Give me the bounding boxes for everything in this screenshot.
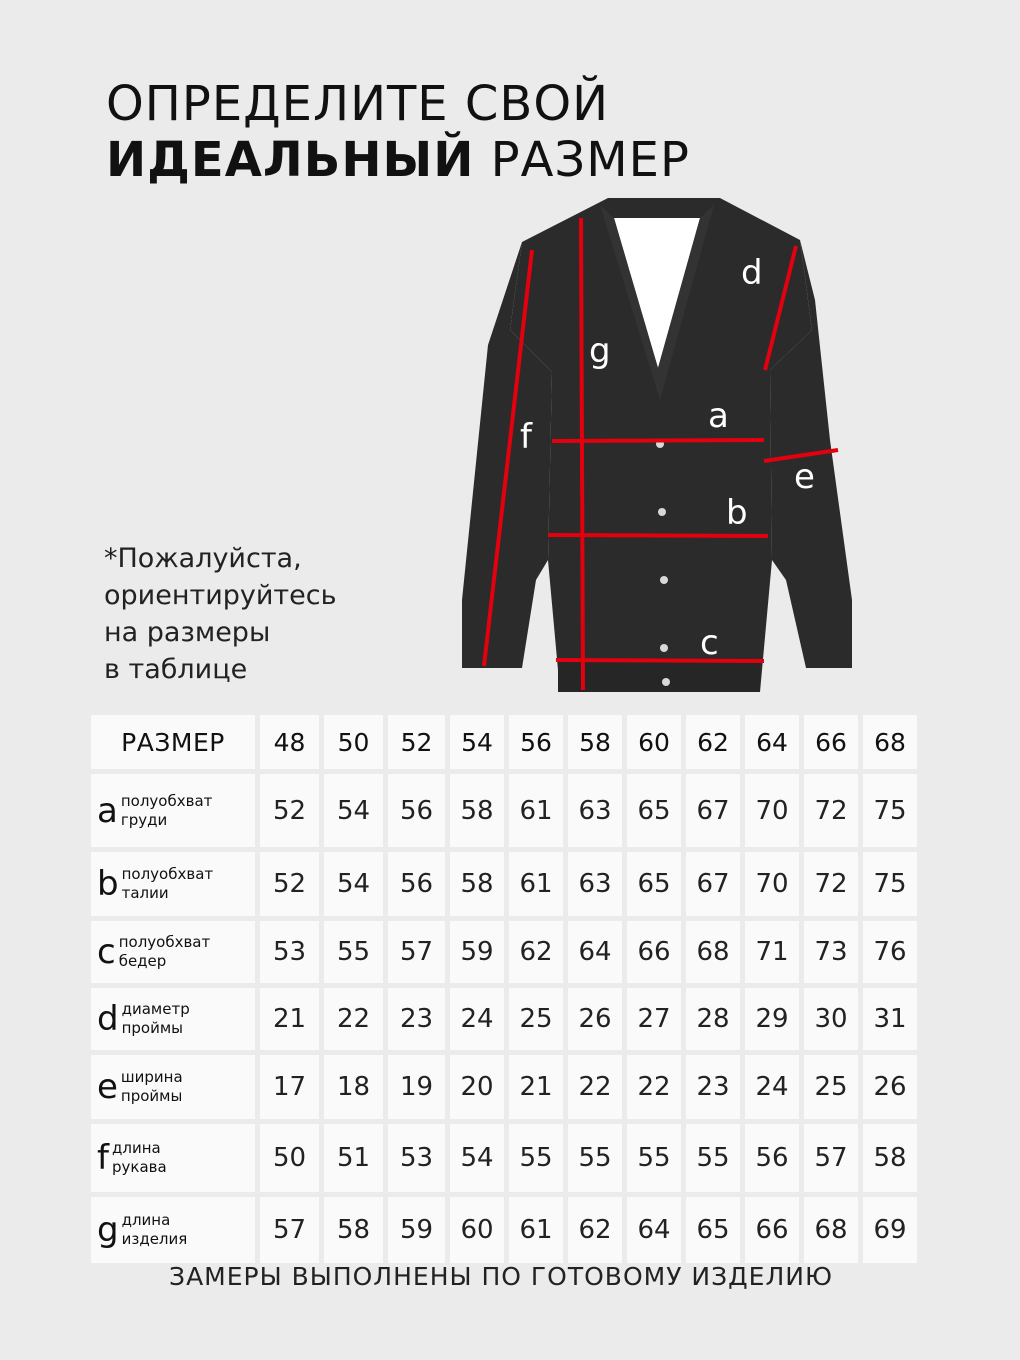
measurement-label-wrap — [97, 865, 255, 903]
label-b: b — [726, 493, 748, 533]
table-cell: 58 — [863, 1124, 917, 1192]
measurement-label — [91, 921, 255, 983]
table-cell: 67 — [686, 774, 740, 847]
table-cell: 26 — [863, 1055, 917, 1119]
table-cell: 52 — [260, 774, 319, 847]
cardigan-diagram — [440, 190, 880, 700]
page-title — [106, 76, 690, 188]
table-cell: 72 — [804, 774, 858, 847]
size-header: 50 — [324, 715, 383, 769]
size-header: 62 — [686, 715, 740, 769]
table-cell: 29 — [745, 988, 799, 1050]
measurement-label-wrap — [97, 933, 255, 971]
measurement-label — [91, 988, 255, 1050]
table-cell: 30 — [804, 988, 858, 1050]
table-cell: 60 — [450, 1197, 504, 1263]
table-cell: 55 — [509, 1124, 563, 1192]
table-cell: 72 — [804, 852, 858, 916]
size-header: 66 — [804, 715, 858, 769]
table-row — [91, 774, 917, 847]
table-cell: 64 — [627, 1197, 681, 1263]
table-cell: 76 — [863, 921, 917, 983]
table-cell: 66 — [745, 1197, 799, 1263]
table-cell: 62 — [509, 921, 563, 983]
measurement-label-wrap — [97, 1068, 255, 1106]
table-cell: 63 — [568, 774, 622, 847]
size-table — [86, 710, 922, 1268]
title-line-1: ОПРЕДЕЛИТЕ СВОЙ — [106, 76, 610, 132]
table-cell: 71 — [745, 921, 799, 983]
table-cell: 57 — [260, 1197, 319, 1263]
measurement-letter: c — [97, 932, 116, 972]
measurement-letter: g — [97, 1210, 119, 1250]
label-e: e — [794, 457, 815, 497]
table-cell: 62 — [568, 1197, 622, 1263]
table-cell: 58 — [324, 1197, 383, 1263]
table-cell: 28 — [686, 988, 740, 1050]
measurement-label — [91, 1197, 255, 1263]
size-header-label: РАЗМЕР — [91, 715, 255, 769]
table-cell: 22 — [568, 1055, 622, 1119]
measurement-label — [91, 1055, 255, 1119]
table-cell: 22 — [324, 988, 383, 1050]
table-cell: 59 — [388, 1197, 445, 1263]
table-row — [91, 988, 917, 1050]
size-header: 60 — [627, 715, 681, 769]
table-cell: 53 — [388, 1124, 445, 1192]
measurement-letter: d — [97, 999, 119, 1039]
measurement-description: длина изделия — [121, 1211, 188, 1248]
table-cell: 69 — [863, 1197, 917, 1263]
table-cell: 55 — [324, 921, 383, 983]
footer-note: ЗАМЕРЫ ВЫПОЛНЕНЫ ПО ГОТОВОМУ ИЗДЕЛИЮ — [169, 1262, 833, 1291]
table-cell: 51 — [324, 1124, 383, 1192]
table-row — [91, 1124, 917, 1192]
size-header: 56 — [509, 715, 563, 769]
measurement-description: полуобхват бедер — [118, 933, 211, 970]
measurement-letter: e — [97, 1067, 118, 1107]
title-line-2 — [106, 132, 690, 188]
table-cell: 23 — [388, 988, 445, 1050]
table-cell: 19 — [388, 1055, 445, 1119]
measurement-description: полуобхват груди — [120, 791, 213, 829]
button-2 — [658, 508, 666, 516]
table-cell: 56 — [388, 774, 445, 847]
table-cell: 52 — [260, 852, 319, 916]
table-cell: 57 — [804, 1124, 858, 1192]
table-cell: 54 — [324, 852, 383, 916]
table-cell: 58 — [450, 852, 504, 916]
size-note: *Пожалуйста, ориентируйтесь на размеры в таблице — [104, 543, 337, 685]
table-cell: 23 — [686, 1055, 740, 1119]
measurement-label — [91, 852, 255, 916]
table-cell: 68 — [686, 921, 740, 983]
label-f: f — [520, 417, 532, 457]
table-cell: 53 — [260, 921, 319, 983]
table-cell: 22 — [627, 1055, 681, 1119]
line-g — [581, 218, 583, 690]
measurement-description: ширина проймы — [120, 1068, 183, 1105]
size-header: 48 — [260, 715, 319, 769]
table-cell: 21 — [509, 1055, 563, 1119]
table-cell: 67 — [686, 852, 740, 916]
label-d: d — [741, 253, 763, 293]
table-cell: 55 — [627, 1124, 681, 1192]
line-c — [556, 660, 764, 661]
table-cell: 25 — [804, 1055, 858, 1119]
measurement-letter: b — [97, 864, 119, 904]
table-cell: 63 — [568, 852, 622, 916]
measurement-label — [91, 774, 255, 847]
table-cell: 61 — [509, 852, 563, 916]
table-cell: 57 — [388, 921, 445, 983]
table-cell: 24 — [450, 988, 504, 1050]
button-4 — [660, 644, 668, 652]
measurement-label-wrap — [97, 1139, 255, 1177]
size-header: 68 — [863, 715, 917, 769]
table-cell: 73 — [804, 921, 858, 983]
table-cell: 75 — [863, 852, 917, 916]
table-cell: 24 — [745, 1055, 799, 1119]
measurement-letter: a — [97, 790, 118, 831]
table-cell: 55 — [568, 1124, 622, 1192]
table-cell: 26 — [568, 988, 622, 1050]
measurement-label-wrap — [97, 1000, 255, 1038]
measurement-label — [91, 1124, 255, 1192]
size-header: 58 — [568, 715, 622, 769]
table-cell: 58 — [450, 774, 504, 847]
table-row — [91, 852, 917, 916]
table-cell: 54 — [324, 774, 383, 847]
measurement-description: полуобхват талии — [121, 865, 214, 902]
table-cell: 56 — [388, 852, 445, 916]
table-cell: 31 — [863, 988, 917, 1050]
label-g: g — [589, 331, 611, 371]
table-cell: 55 — [686, 1124, 740, 1192]
size-header-row — [91, 715, 917, 769]
table-cell: 27 — [627, 988, 681, 1050]
table-row — [91, 921, 917, 983]
table-cell: 65 — [627, 852, 681, 916]
table-cell: 61 — [509, 1197, 563, 1263]
table-row — [91, 1197, 917, 1263]
table-cell: 25 — [509, 988, 563, 1050]
size-header: 54 — [450, 715, 504, 769]
table-cell: 70 — [745, 774, 799, 847]
title-bold-word: ИДЕАЛЬНЫЙ — [106, 132, 475, 188]
label-c: c — [700, 623, 719, 663]
table-cell: 20 — [450, 1055, 504, 1119]
table-cell: 70 — [745, 852, 799, 916]
size-header: 52 — [388, 715, 445, 769]
table-cell: 68 — [804, 1197, 858, 1263]
table-cell: 65 — [686, 1197, 740, 1263]
measurement-label-wrap — [97, 792, 255, 830]
button-5 — [662, 678, 670, 686]
table-cell: 50 — [260, 1124, 319, 1192]
measurement-letter: f — [97, 1138, 109, 1178]
table-cell: 18 — [324, 1055, 383, 1119]
table-cell: 54 — [450, 1124, 504, 1192]
table-cell: 64 — [568, 921, 622, 983]
cardigan-hem — [558, 662, 760, 692]
button-3 — [660, 576, 668, 584]
table-cell: 61 — [509, 774, 563, 847]
table-cell: 56 — [745, 1124, 799, 1192]
title-rest: РАЗМЕР — [474, 132, 690, 188]
table-cell: 75 — [863, 774, 917, 847]
table-cell: 65 — [627, 774, 681, 847]
measurement-label-wrap — [97, 1211, 255, 1249]
measurement-description: длина рукава — [111, 1139, 167, 1176]
label-a: a — [708, 396, 729, 436]
size-table-body — [91, 774, 917, 1263]
measurement-description: диаметр проймы — [121, 1000, 190, 1037]
table-cell: 59 — [450, 921, 504, 983]
table-cell: 66 — [627, 921, 681, 983]
size-header: 64 — [745, 715, 799, 769]
table-row — [91, 1055, 917, 1119]
table-cell: 21 — [260, 988, 319, 1050]
table-cell: 17 — [260, 1055, 319, 1119]
